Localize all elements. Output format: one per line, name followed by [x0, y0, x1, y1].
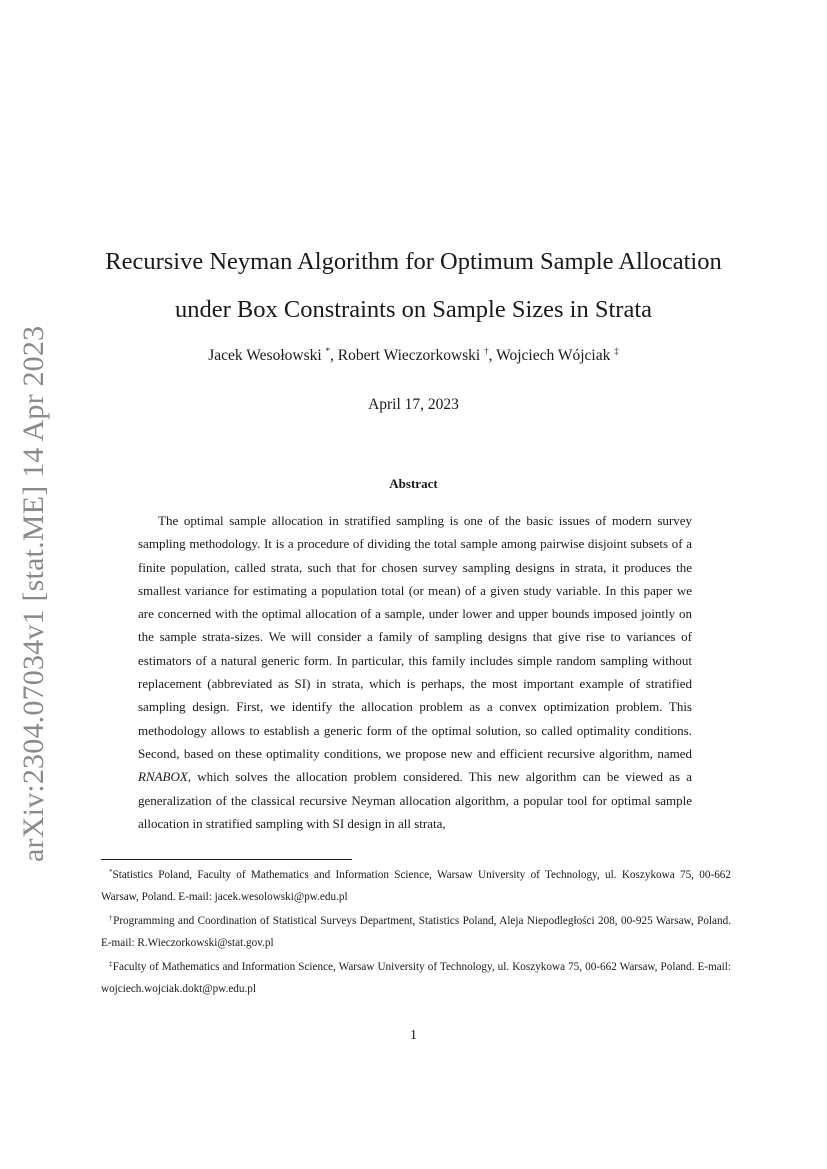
footnote — [101, 862, 731, 908]
footnote-text: Faculty of Mathematics and Information Science, Warsaw University of Technology, ul. Koszykowa 75, 00-662 Warsaw, Poland. E-mail: wojciech.wojciak.dokt@pw.edu.pl — [101, 961, 731, 995]
footnote-mark: * — [109, 868, 113, 876]
author-footnote-mark: * — [325, 346, 331, 356]
title-line-2: under Box Constraints on Sample Sizes in Strata — [174, 296, 653, 323]
footnote-text: Programming and Coordination of Statistical Surveys Department, Statistics Poland, Aleja Niepodległości 208, 00-925 Warsaw, Poland. E-mail: R.Wieczorkowski@stat.gov.pl — [101, 915, 731, 949]
page-number: 1 — [410, 1028, 417, 1043]
footnote-text: Statistics Poland, Faculty of Mathematics and Information Science, Warsaw University of Technology, ul. Koszykowa 75, 00-662 Warsaw, Poland. E-mail: jacek.wesolowski@pw.edu.pl — [101, 869, 731, 903]
arxiv-identifier: arXiv:2304.07034v1 [stat.ME] 14 Apr 2023 — [17, 325, 50, 862]
abstract-text — [138, 509, 692, 835]
abstract-heading: Abstract — [389, 476, 438, 491]
abstract-text-part: , which solves the allocation problem considered. This new algorithm can be viewed as a generalization of the classical recursive Neyman allocation algorithm, a popular tool for optimal sample allocation in stratified sampling with SI design in all strata, — [138, 769, 692, 831]
footnote-divider — [101, 859, 352, 860]
author-name: Jacek Wesołowski — [208, 347, 322, 364]
author-name: Robert Wieczorkowski — [337, 347, 481, 364]
footnote — [101, 954, 731, 1000]
footnotes — [101, 862, 731, 1000]
abstract-text-part: The optimal sample allocation in stratified sampling is one of the basic issues of modern survey sampling methodology. It is a procedure of dividing the total sample among pairwise disjoint subsets of a finite population, called strata, such that for chosen survey sampling designs in strata, it produces the smallest variance for estimating a population total (or mean) of a given study variable. In this paper we are concerned with the optimal allocation of a sample, under lower and upper bounds imposed jointly on the sample strata-sizes. We will consider a family of sampling designs that give rise to variances of estimators of a natural generic form. In particular, this family includes simple random sampling without replacement (abbreviated as SI) in strata, which is perhaps, the most important example of stratified sampling design. First, we identify the allocation problem as a convex optimization problem. This methodology allows to establish a generic form of the optimal solution, so called optimality conditions. Second, based on these optimality conditions, we propose new and efficient recursive algorithm, named — [138, 513, 692, 761]
algorithm-name: RNABOX — [138, 769, 188, 785]
footnote — [101, 908, 731, 954]
publication-date: April 17, 2023 — [368, 396, 459, 413]
title-line-1: Recursive Neyman Algorithm for Optimum Sample Allocation — [105, 248, 722, 275]
author-footnote-mark: ‡ — [614, 346, 619, 356]
paper-title — [0, 238, 827, 334]
footnote-mark: ‡ — [109, 960, 113, 968]
footnote-mark: † — [109, 914, 114, 922]
author-name: Wojciech Wójciak — [496, 347, 611, 364]
author-footnote-mark: † — [484, 346, 489, 356]
author-list: Jacek Wesołowski *, Robert Wieczorkowski †, Wojciech Wójciak ‡ — [208, 346, 619, 364]
